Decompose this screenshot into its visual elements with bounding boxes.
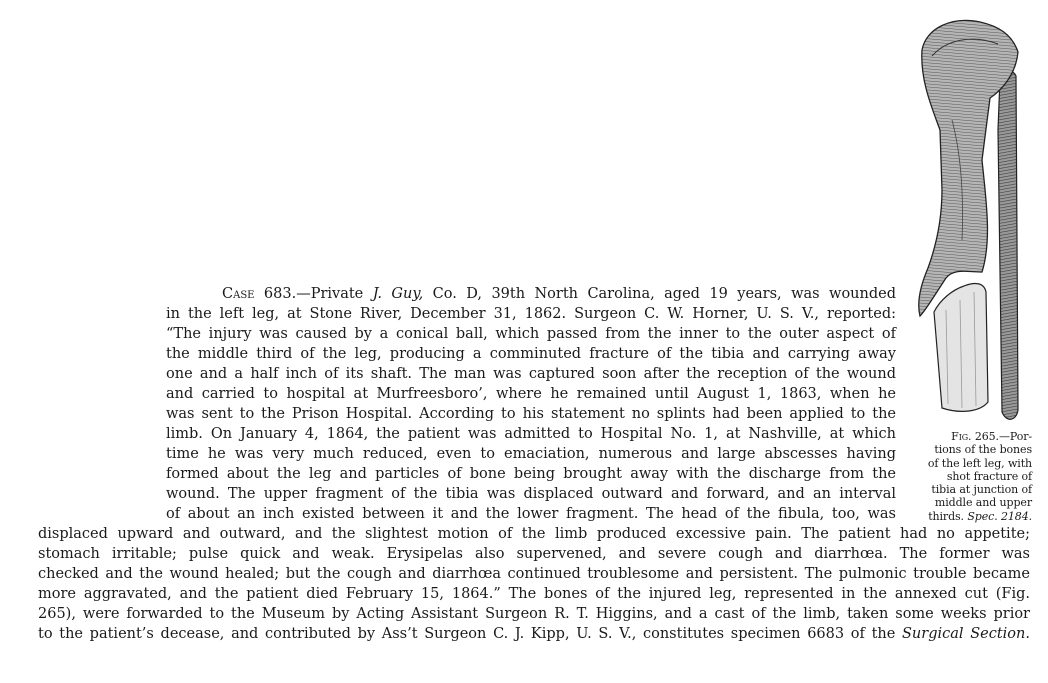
bone-engraving-icon bbox=[912, 10, 1028, 430]
text-line: checked and the wound healed; but the cough and diarrhœa continued troublesome and persistent. The pulmonic trouble became bbox=[38, 566, 1030, 582]
case-number: 683.—Private bbox=[263, 286, 364, 302]
caption-line: thirds. bbox=[928, 509, 964, 523]
bone-figure bbox=[912, 10, 1028, 430]
text-line: displaced upward and outward, and the slightest motion of the limb produced excessive pain. The patient had no appetite; bbox=[38, 526, 1030, 542]
text-line: formed about the leg and particles of bone being brought away with the discharge from the bbox=[166, 466, 896, 482]
caption-line: tions of the bones bbox=[934, 443, 1032, 457]
text-line: was sent to the Prison Hospital. According to his statement no splints had been applied to the bbox=[166, 406, 896, 422]
text-fragment: Co. D, 39th North Carolina, aged 19 years, was wounded bbox=[432, 286, 896, 302]
patient-name: J. Guy, bbox=[372, 286, 424, 302]
caption-line: middle and upper bbox=[934, 496, 1032, 510]
text-line bbox=[222, 284, 896, 304]
text-line: 265), were forwarded to the Museum by Acting Assistant Surgeon R. T. Higgins, and a cast of the limb, taken some weeks prior bbox=[38, 606, 1030, 622]
caption-line: —Por- bbox=[998, 430, 1032, 443]
text-line: in the left leg, at Stone River, December 31, 1862. Surgeon C. W. Horner, U. S. V., reported: bbox=[166, 306, 896, 322]
text-line: stomach irritable; pulse quick and weak. Erysipelas also supervened, and severe cough and diarrhœa. The former was bbox=[38, 546, 1030, 562]
text-line: time he was very much reduced, even to emaciation, numerous and large abscesses having bbox=[166, 446, 896, 462]
text-line: the middle third of the leg, producing a comminuted fracture of the tibia and carrying away bbox=[166, 346, 896, 362]
text-fragment: to the patient’s decease, and contributed by Ass’t Surgeon C. J. Kipp, U. S. V., constitutes specimen 6683 of the bbox=[38, 626, 896, 642]
caption-line: of the left leg, with bbox=[927, 456, 1032, 470]
text-line: “The injury was caused by a conical ball, which passed from the inner to the outer aspect of bbox=[166, 326, 896, 342]
text-line: and carried to hospital at Murfreesboro’, where he remained until August 1, 1863, when he bbox=[166, 386, 896, 402]
text-line: one and a half inch of its shaft. The man was captured soon after the reception of the wound bbox=[166, 366, 896, 382]
text-line: limb. On January 4, 1864, the patient was admitted to Hospital No. 1, at Nashville, at which bbox=[166, 426, 896, 442]
figure-caption bbox=[908, 430, 1032, 523]
caption-line: tibia at junction of bbox=[931, 483, 1032, 497]
text-line: more aggravated, and the patient died February 15, 1864.” The bones of the injured leg, represented in the annexed cut (Fig. bbox=[38, 586, 1030, 602]
text-line: of about an inch existed between it and the lower fragment. The head of the fibula, too, was bbox=[166, 506, 896, 522]
caption-line: shot fracture of bbox=[946, 469, 1032, 483]
section-reference: Surgical Section. bbox=[902, 626, 1030, 642]
figure-label: Fig. 265. bbox=[951, 430, 999, 443]
case-label: Case bbox=[222, 286, 255, 302]
specimen-reference: Spec. 2184. bbox=[967, 509, 1032, 523]
text-line bbox=[38, 624, 1030, 644]
text-line: wound. The upper fragment of the tibia was displaced outward and forward, and an interval bbox=[166, 486, 896, 502]
